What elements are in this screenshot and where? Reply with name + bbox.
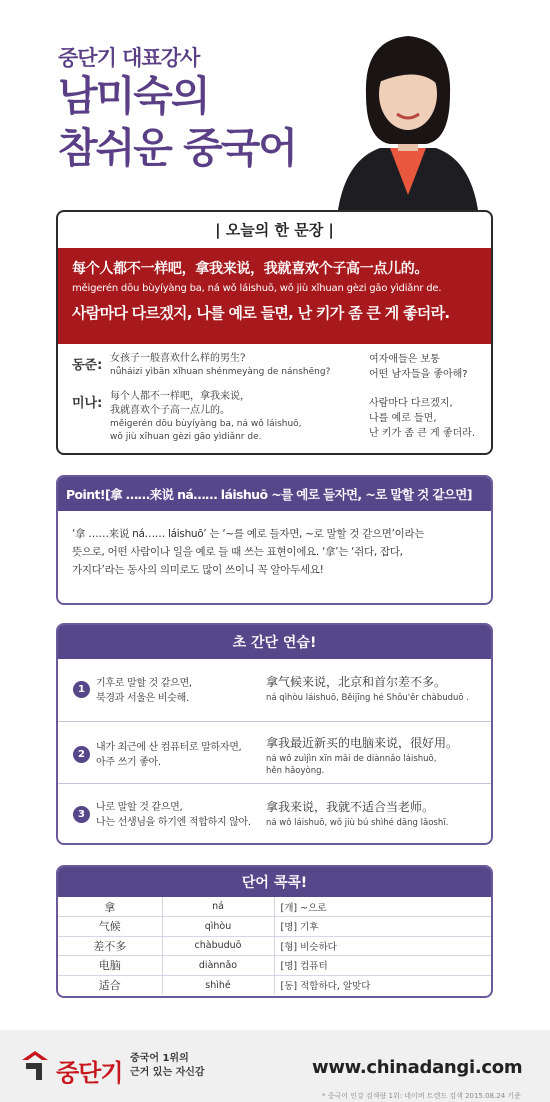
point-body-line: 가지다’라는 동사의 의미로도 많이 쓰이니 꼭 알아두세요! [72, 564, 324, 576]
today-sentence-title: | 오늘의 한 문장 | [215, 221, 334, 239]
brand-slogan-line: 근거 있는 자신감 [130, 1067, 205, 1078]
featured-sentence-chinese: 每个人都不一样吧，拿我来说，我就喜欢个子高一点儿的。 [72, 261, 429, 277]
vocab-row [58, 897, 491, 917]
footer [0, 1030, 550, 1102]
header-title-line1: 남미숙의 [58, 72, 209, 120]
dialogue-korean: 어떤 남자들을 좋아해? [369, 369, 468, 380]
number-badge: 3 [73, 806, 90, 823]
practice-row [58, 721, 491, 783]
practice-box [56, 623, 493, 845]
practice-korean-line: 나로 말할 것 같으면, [96, 802, 183, 813]
brand-logo-icon [18, 1048, 52, 1082]
vocab-box [56, 865, 493, 998]
featured-sentence-band [58, 248, 491, 344]
instructor-portrait-image [318, 20, 498, 210]
dialogue-chinese: 女孩子一般喜欢什么样的男生? [110, 353, 246, 364]
vocab-table [58, 897, 491, 995]
vocab-pinyin: shìhé [162, 975, 274, 995]
dialogue-line [110, 352, 330, 379]
dialogue-chinese: 每个人都不一样吧，拿我来说， [110, 391, 250, 402]
vocab-meaning: [형] 비슷하다 [274, 936, 491, 956]
practice-pinyin: ná wǒ láishuō, wǒ jiù bú shìhé dāng lǎoshī. [266, 818, 449, 828]
practice-chinese: 拿我最近新买的电脑来说，很好用。 [266, 736, 459, 750]
vocab-meaning: [동] 적합하다, 알맞다 [280, 981, 371, 992]
practice-list [58, 659, 491, 845]
vocab-meaning: [명] 기후 [274, 917, 491, 937]
featured-sentence-korean: 사람마다 다르겠지, 나를 예로 들면, 난 키가 좀 큰 게 좋더라. [72, 304, 450, 322]
featured-sentence-pinyin: měigerén dōu bùyíyàng ba, ná wǒ láishuō, wǒ jiù xǐhuan gèzi gāo yìdiǎnr de. [72, 283, 442, 294]
vocab-pinyin: ná [162, 897, 274, 917]
practice-pinyin [266, 753, 436, 777]
dialogue-pinyin: měigerén dōu bùyíyàng ba, ná wǒ láishuō, [110, 419, 302, 429]
vocab-row [58, 936, 491, 956]
vocab-heading: 단어 콕콕! [58, 867, 491, 897]
vocab-row [58, 975, 491, 995]
brand-slogan-line: 중국어 1위의 [130, 1053, 189, 1064]
practice-korean [96, 740, 241, 770]
practice-korean [96, 800, 251, 830]
number-badge: 1 [73, 681, 90, 698]
vocab-pinyin: chàbuduō [162, 936, 274, 956]
brand-name: 중단기 [56, 1059, 123, 1087]
dialogue-translation [369, 396, 475, 441]
point-box [56, 475, 493, 605]
practice-row [58, 783, 491, 845]
vocab-meaning: [명] 컴퓨터 [274, 956, 491, 976]
practice-korean-line: 기후로 말할 것 같으면, [96, 678, 192, 689]
header-title-line2: 참쉬운 중국어 [58, 124, 296, 172]
practice-pinyin-line: ná wǒ zuìjìn xīn mǎi de diànnǎo láishuō, [266, 754, 437, 764]
dialogue-korean: 여자애들은 보통 [369, 354, 440, 365]
vocab-pinyin: diànnǎo [162, 956, 274, 976]
today-sentence-box [56, 210, 493, 455]
practice-pinyin: ná qìhòu láishuō, Běijīng hé Shǒu'ěr chàbuduō . [266, 693, 469, 703]
vocab-word: 电脑 [58, 956, 162, 976]
vocab-row [58, 956, 491, 976]
practice-korean [96, 676, 192, 706]
vocab-word: 气候 [58, 917, 162, 937]
dialogue-korean: 사람마다 다르겠지, [369, 398, 453, 409]
vocab-meaning: [개] ~으로 [274, 897, 491, 917]
website-url-link[interactable]: www.chinadangi.com [312, 1057, 523, 1078]
vocab-row [58, 917, 491, 937]
practice-pinyin-line: hěn hǎoyòng. [266, 766, 325, 776]
practice-korean-line: 나는 선생님을 하기엔 적합하지 않아. [96, 817, 251, 828]
number-badge: 2 [73, 746, 90, 763]
speaker-label: 미나: [72, 396, 103, 411]
practice-chinese: 拿我来说，我就不适合当老师。 [266, 800, 435, 814]
point-body-line: 뜻으로, 어떤 사람이나 일을 예로 들 때 쓰는 표현이에요. ‘拿’는 ‘쥐다, 잡다, [72, 546, 403, 558]
practice-korean-line: 북경과 서울은 비슷해. [96, 693, 189, 704]
point-body-line: ‘拿 ……来说 ná…… láishuō’ 는 ‘~를 예로 들자면, ~로 말할 것 같으면’이라는 [72, 528, 425, 540]
point-heading: Point![拿 ……来说 ná…… láishuō ~를 예로 들자면, ~로 말할 것 같으면] [58, 477, 491, 511]
dialogue-line [110, 390, 302, 444]
practice-korean-line: 아주 쓰기 좋아. [96, 757, 161, 768]
vocab-word: 适合 [58, 975, 162, 995]
dialogue-korean: 난 키가 좀 큰 게 좋더라. [369, 428, 476, 439]
dialogue-translation [369, 352, 468, 382]
dialogue-pinyin: nǚháizi yìbān xǐhuan shénmeyàng de nánshēng? [110, 367, 331, 377]
header-subtitle: 중단기 대표강사 [58, 46, 200, 70]
brand-slogan [130, 1052, 205, 1080]
vocab-pinyin: qìhòu [162, 917, 274, 937]
dialogue-pinyin: wǒ jiù xǐhuan gèzi gāo yìdiǎnr de. [110, 432, 262, 442]
practice-heading: 초 간단 연습! [58, 625, 491, 659]
dialogue-korean: 나를 예로 들면, [369, 413, 437, 424]
vocab-word: 差不多 [58, 936, 162, 956]
footnote: * 중국어 인강 검색량 1위: 네이버 트렌드 검색 2015.08.24 기준 [322, 1092, 521, 1100]
practice-row [58, 659, 491, 721]
dialogue [58, 344, 491, 452]
header [0, 0, 550, 200]
speaker-label: 동준: [72, 358, 103, 373]
point-body [58, 511, 491, 579]
vocab-word: 拿 [58, 897, 162, 917]
dialogue-chinese: 我就喜欢个子高一点儿的。 [110, 405, 230, 416]
practice-chinese: 拿气候来说，北京和首尔差不多。 [266, 675, 447, 689]
practice-korean-line: 내가 최근에 산 컴퓨터로 말하자면, [96, 742, 242, 753]
